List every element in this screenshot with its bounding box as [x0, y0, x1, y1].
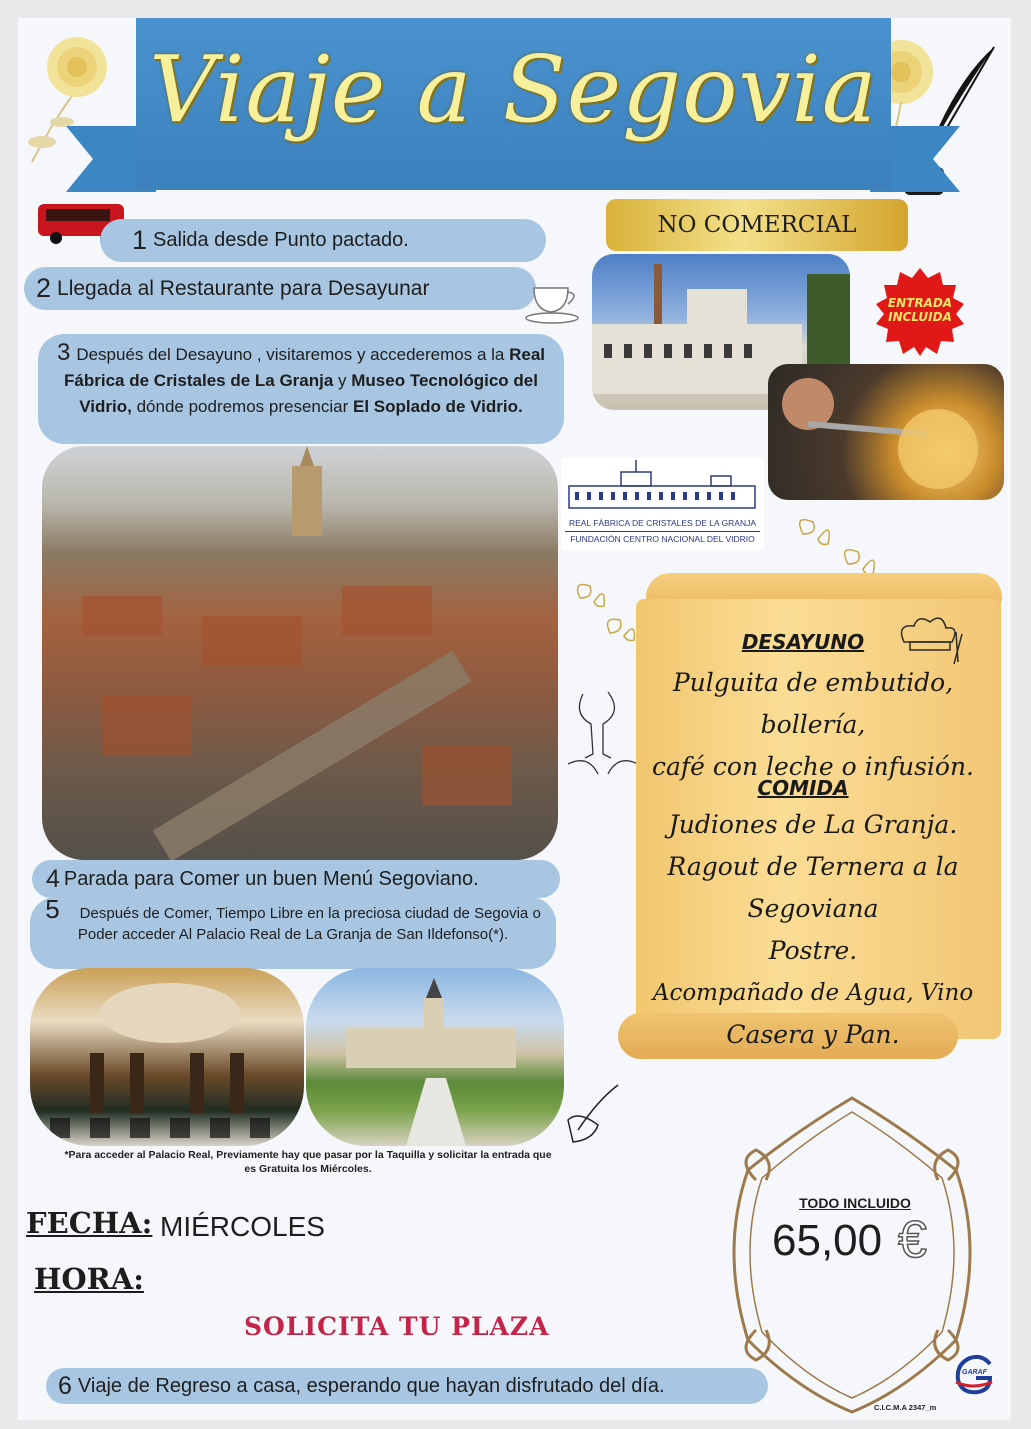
teacup-icon: [524, 280, 586, 326]
entrada-incluida-text: ENTRADA INCLUIDA: [887, 296, 953, 324]
fecha-value: MIÉRCOLES: [160, 1211, 325, 1242]
palace-interior-photo: [30, 968, 304, 1146]
step-2: [24, 267, 536, 310]
comida-title: COMIDA: [757, 776, 849, 800]
comida-line: Postre.: [768, 936, 858, 965]
glass-blowing-photo: [768, 364, 1004, 500]
comida-line: Casera y Pan.: [726, 1020, 900, 1049]
flyer-page: [18, 18, 1011, 1420]
hand-quill-icon: [558, 1080, 628, 1150]
fecha-label: FECHA:: [26, 1206, 153, 1240]
comida-line: Acompañado de Agua, Vino: [652, 980, 974, 1006]
desayuno-line: café con leche o infusión.: [651, 752, 974, 781]
comida-line: Ragout de Ternera a la: [667, 852, 959, 881]
step-3-bold-b: Museo Tecnológico del Vidrio,: [79, 371, 538, 416]
euro-sign: €: [898, 1211, 927, 1269]
step-4-text: Parada para Comer un buen Menú Segoviano.: [63, 867, 479, 890]
factory-building-icon: [561, 458, 764, 514]
segovia-aerial-photo: [42, 446, 558, 860]
comida-line: Judiones de La Granja.: [668, 810, 958, 839]
no-comercial-badge: NO COMERCIAL: [606, 199, 908, 251]
step-3: [38, 334, 564, 444]
menu-content: [643, 630, 983, 1056]
step-6: [46, 1368, 768, 1404]
step-2-text: Llegada al Restaurante para Desayunar: [57, 276, 430, 300]
step-5: [30, 894, 556, 969]
step-5-text: Después de Comer, Tiempo Libre en la preciosa ciudad de Segovia o Poder acceder Al Palacio Real de La Granja de San Ildefonso(*).: [77, 905, 541, 943]
footnote: *Para acceder al Palacio Real, Previamente hay que pasar por la Taquilla y solicitar la entrada que es Gratuita los Miércoles.: [64, 1149, 552, 1175]
step-4-number: 4: [46, 864, 60, 893]
desayuno-line: Pulguita de embutido, bollería,: [672, 668, 954, 739]
step-1: [100, 219, 546, 262]
entrada-incluida-badge: [874, 268, 966, 356]
step-5-number: 5: [45, 894, 60, 924]
palace-gardens-photo: [306, 968, 564, 1146]
logo-line-2: FUNDACIÓN CENTRO NACIONAL DEL VIDRIO: [570, 534, 755, 544]
step-1-text: Salida desde Punto pactado.: [153, 229, 409, 251]
page-title: Viaje a Segovia: [149, 36, 878, 143]
step-3-text-a: Después del Desayuno , visitaremos y accederemos a la: [76, 345, 510, 364]
step-6-text: Viaje de Regreso a casa, esperando que hayan disfrutado del día.: [77, 1374, 665, 1397]
step-3-text-b: y: [333, 371, 352, 390]
price-amount: 65,00: [772, 1216, 883, 1265]
logo-line-1: REAL FÁBRICA DE CRISTALES DE LA GRANJA: [568, 518, 757, 528]
desayuno-title: DESAYUNO: [741, 630, 865, 654]
step-1-number: 1: [132, 225, 148, 255]
price-label: TODO INCLUIDO: [799, 1195, 911, 1211]
step-2-number: 2: [36, 273, 52, 303]
comida-line: Segoviana: [747, 894, 879, 923]
step-4: [32, 860, 560, 898]
step-6-number: 6: [58, 1371, 72, 1400]
real-fabrica-logo: [561, 458, 764, 550]
hora-label: HORA:: [34, 1262, 144, 1296]
step-3-bold-a: Real Fábrica de Cristales de La Granja: [64, 345, 546, 390]
step-3-text-c: dónde podremos presenciar: [131, 397, 353, 416]
logo-divider: [565, 531, 760, 532]
license-number: C.I.C.M.A 2347_m: [874, 1403, 937, 1412]
agency-logo-text: GARAF: [962, 1369, 987, 1376]
cta-solicita: SOLICITA TU PLAZA: [244, 1312, 550, 1341]
step-3-number: 3: [56, 339, 71, 366]
agency-logo: [952, 1352, 998, 1398]
step-3-bold-c: El Soplado de Vidrio.: [353, 397, 523, 416]
